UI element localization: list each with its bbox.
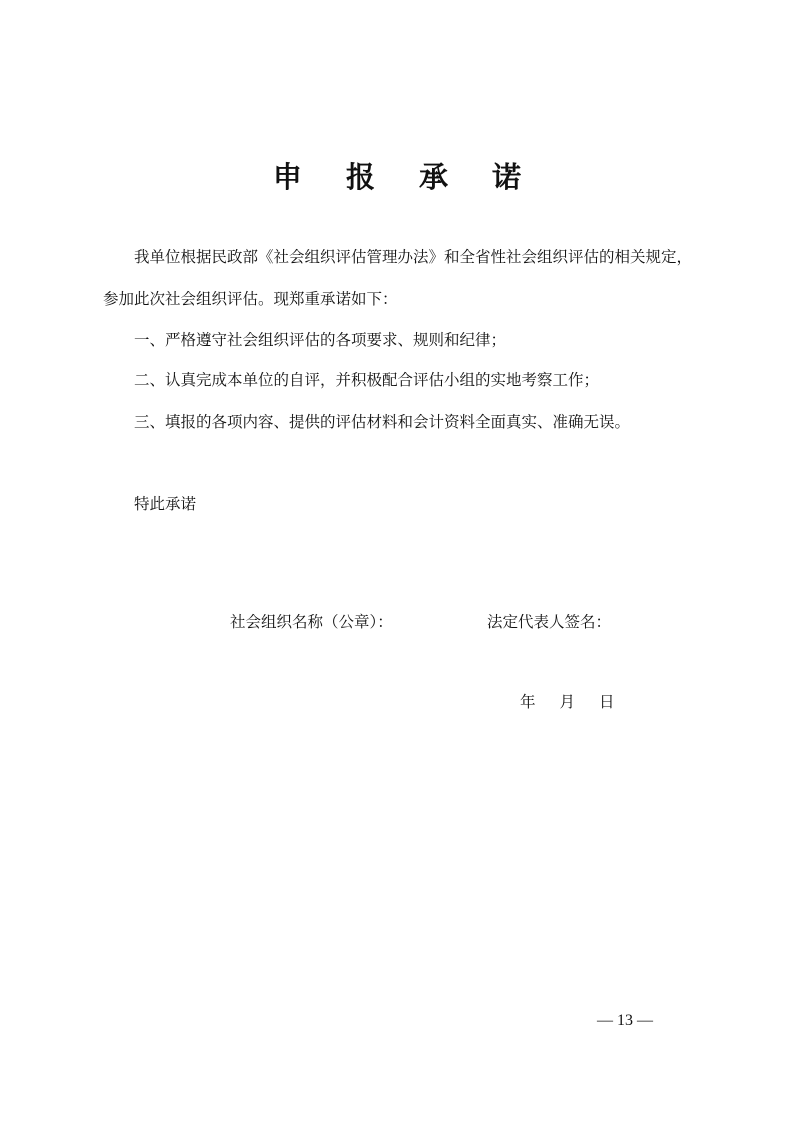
- closing-statement: 特此承诺: [134, 495, 197, 513]
- commitment-item-2: 二、认真完成本单位的自评，并积极配合评估小组的实地考察工作；: [134, 371, 600, 389]
- commitment-item-3: 三、填报的各项内容、提供的评估材料和会计资料全面真实、准确无误。: [134, 413, 631, 431]
- date-day-label: 日: [599, 693, 615, 711]
- date-month-label: 月: [559, 693, 576, 711]
- document-title: 申 报 承 诺: [272, 160, 539, 194]
- date-year-label: 年: [520, 693, 536, 711]
- date-line: [520, 692, 615, 712]
- legal-representative-signature-label: 法定代表人签名：: [487, 613, 612, 631]
- commitment-item-1: 一、严格遵守社会组织评估的各项要求、规则和纪律；: [134, 331, 507, 349]
- intro-paragraph-line-1: 我单位根据民政部《社会组织评估管理办法》和全省性社会组织评估的相关规定，: [134, 248, 693, 266]
- page-number: — 13 —: [597, 1012, 653, 1029]
- organization-name-seal-label: 社会组织名称（公章）：: [230, 613, 393, 631]
- intro-paragraph-line-2: 参加此次社会组织评估。现郑重承诺如下：: [103, 290, 398, 308]
